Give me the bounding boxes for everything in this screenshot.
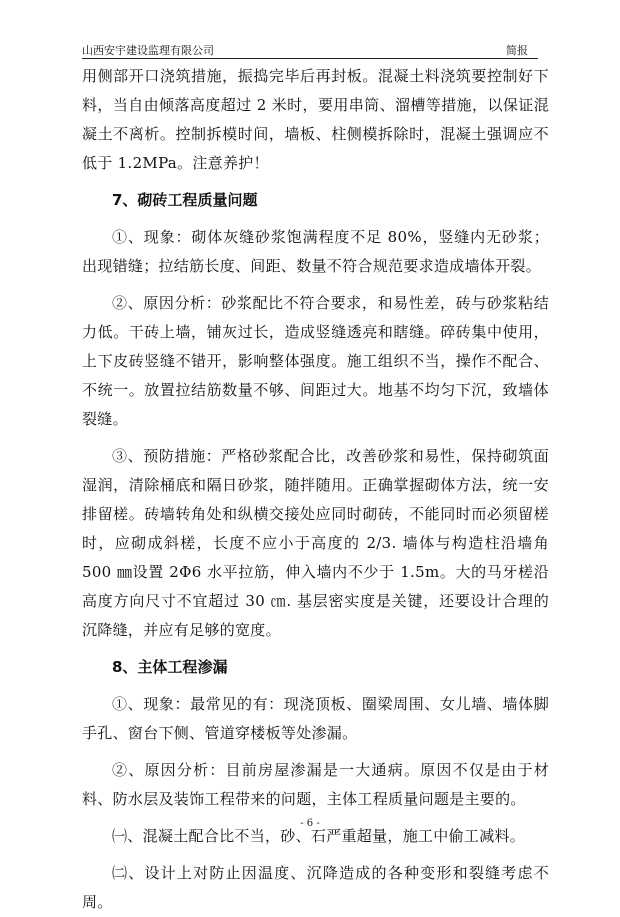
paragraph-leakage-item-1: ㈠、混凝土配合比不当，砂、石严重超量，施工中偷工减料。 xyxy=(112,827,526,845)
paragraph-leakage-cause: ②、原因分析：目前房屋渗漏是一大通病。原因不仅是由于材料、防水层及装饰工程带来的问题，主体工程质量问题是主要的。 xyxy=(82,761,549,808)
paragraph-masonry-phenomenon: ①、现象：砌体灰缝砂浆饱满程度不足 80%，竖缝内无砂浆；出现错缝；拉结筋长度、间距、数量不符合规范要求造成墙体开裂。 xyxy=(82,228,549,275)
page-header xyxy=(82,38,538,59)
document-type: 简报 xyxy=(506,44,528,57)
section-heading-masonry: 7、砌砖工程质量问题 xyxy=(112,191,258,209)
paragraph-leakage-phenomenon: ①、现象：最常见的有：现浇顶板、圈梁周围、女儿墙、墙体脚手孔、窗台下侧、管道穿楼板等处渗漏。 xyxy=(82,695,549,742)
document-body xyxy=(82,62,549,917)
paragraph-leakage-item-2: ㈡、设计上对防止因温度、沉降造成的各种变形和裂缝考虑不周。 xyxy=(82,864,549,911)
section-heading-leakage: 8、主体工程渗漏 xyxy=(112,658,228,676)
company-name: 山西安宇建设监理有限公司 xyxy=(82,44,214,57)
page-number: - 6 - xyxy=(300,818,320,829)
paragraph-continuation: 用侧部开口浇筑措施，振捣完毕后再封板。混凝土料浇筑要控制好下料，当自由倾落高度超过 2 米时，要用串筒、溜槽等措施，以保证混凝土不离析。控制拆模时间，墙板、柱侧模拆除时，混凝土强调应不低于 1.2MPa。注意养护！ xyxy=(82,67,549,172)
paragraph-masonry-cause: ②、原因分析：砂浆配比不符合要求，和易性差，砖与砂浆粘结力低。干砖上墙，铺灰过长，造成竖缝透亮和瞎缝。碎砖集中使用，上下皮砖竖缝不错开，影响整体强度。施工组织不当，操作不配合、不统一。放置拉结筋数量不够、间距过大。地基不均匀下沉，致墙体裂缝。 xyxy=(82,294,549,428)
paragraph-masonry-prevention: ③、预防措施：严格砂浆配合比，改善砂浆和易性，保持砌筑面湿润，清除桶底和隔日砂浆，随拌随用。正确掌握砌体方法，统一安排留槎。砖墙转角处和纵横交接处应同时砌砖，不能同时而必须留槎时，应砌成斜槎，长度不应小于高度的 2/3. 墙体与构造柱沿墙角 500 ㎜设置 2Φ6 水平拉筋，伸入墙内不少于 1.5m。大的马牙槎沿高度方向尺寸不宜超过 30 ㎝. 基层密实度是关键，还要设计合理的沉降缝，并应有足够的宽度。 xyxy=(82,447,549,639)
